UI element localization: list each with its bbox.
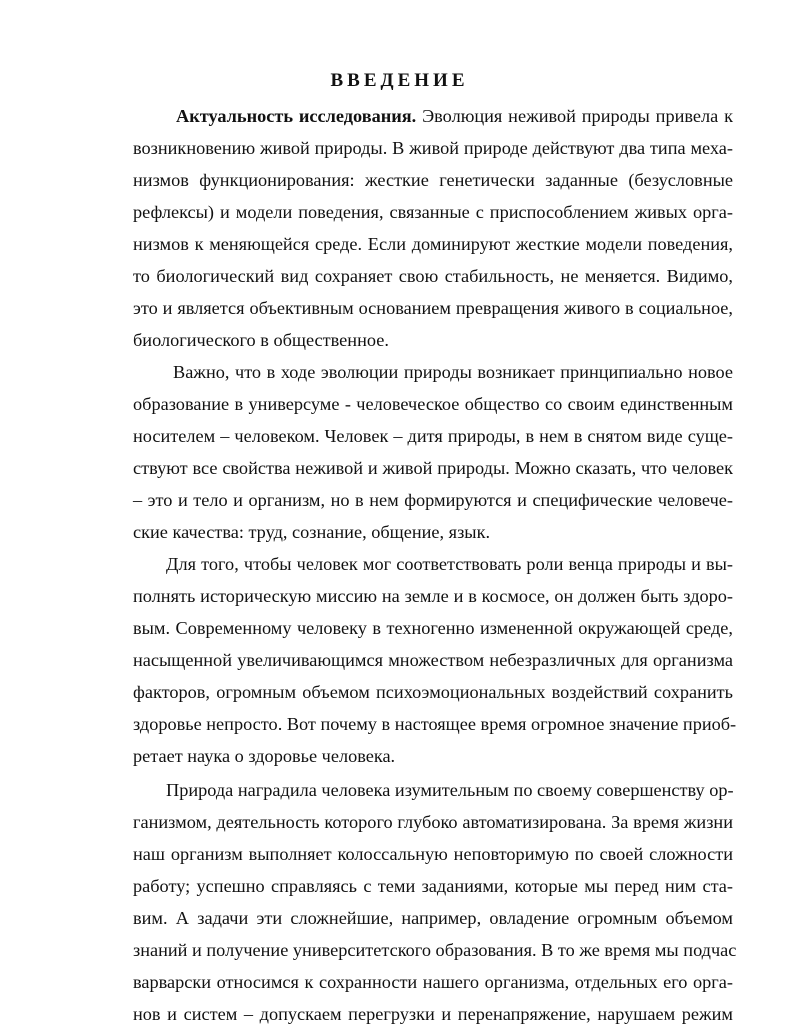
text-line: ганизмом, деятельность которого глубоко автоматизирована. За время жизни (133, 812, 733, 832)
text-line: это и является объективным основанием превращения живого в социальное, (133, 298, 733, 318)
text-line: нов и систем – допускаем перегрузки и перенапряжение, нарушаем режим (133, 1004, 733, 1024)
text-line: наш организм выполняет колоссальную неповторимую по своей сложности (133, 844, 733, 864)
text-line: низмов функционирования: жесткие генетически заданные (безусловные (133, 170, 733, 190)
text-line: знаний и получение университетского образования. В то же время мы подчас (133, 940, 737, 960)
text-line: ретает наука о здоровье человека. (133, 746, 396, 766)
text-line: Важно, что в ходе эволюции природы возникает принципиально новое (173, 362, 733, 382)
text-line: – это и тело и организм, но в нем формируются и специфические человече- (133, 490, 733, 510)
paragraph-1-line-1 (176, 104, 733, 128)
text-line: факторов, огромным объемом психоэмоциональных воздействий сохранить (133, 682, 733, 702)
text-line: образование в универсуме - человеческое общество со своим единственным (133, 394, 733, 414)
text-line: возникновению живой природы. В живой природе действуют два типа меха- (133, 138, 733, 158)
lead-label: Актуальность исследования. (176, 106, 417, 126)
text-line: насыщенной увеличивающимся множеством небезразличных для организма (133, 650, 733, 670)
text-line: ствуют все свойства неживой и живой природы. Можно сказать, что человек (133, 458, 733, 478)
text-line: Эволюция неживой природы привела к (416, 106, 733, 126)
text-line: Природа наградила человека изумительным по своему совершенству ор- (166, 780, 734, 800)
text-line: рефлексы) и модели поведения, связанные с приспособлением живых орга- (133, 202, 733, 222)
text-line: биологического в общественное. (133, 330, 389, 350)
text-line: вим. А задачи эти сложнейшие, например, овладение огромным объемом (133, 908, 733, 928)
text-line: то биологический вид сохраняет свою стабильность, не меняется. Видимо, (133, 266, 733, 286)
text-line: здоровье непросто. Вот почему в настоящее время огромное значение приоб- (133, 714, 737, 734)
text-line: работу; успешно справляясь с теми заданиями, которые мы перед ним ста- (133, 876, 733, 896)
page-heading: ВВЕДЕНИЕ (330, 70, 469, 91)
text-line: ские качества: труд, сознание, общение, язык. (133, 522, 491, 542)
text-line: вым. Современному человеку в техногенно измененной окружающей среде, (133, 618, 733, 638)
text-line: полнять историческую миссию на земле и в космосе, он должен быть здоро- (133, 586, 733, 606)
text-line: варварски относимся к сохранности нашего организма, отдельных его орга- (133, 972, 733, 992)
text-line: низмов к меняющейся среде. Если доминируют жесткие модели поведения, (133, 234, 733, 254)
text-line: носителем – человеком. Человек – дитя природы, в нем в снятом виде суще- (133, 426, 733, 446)
text-line: Для того, чтобы человек мог соответствовать роли венца природы и вы- (166, 554, 733, 574)
